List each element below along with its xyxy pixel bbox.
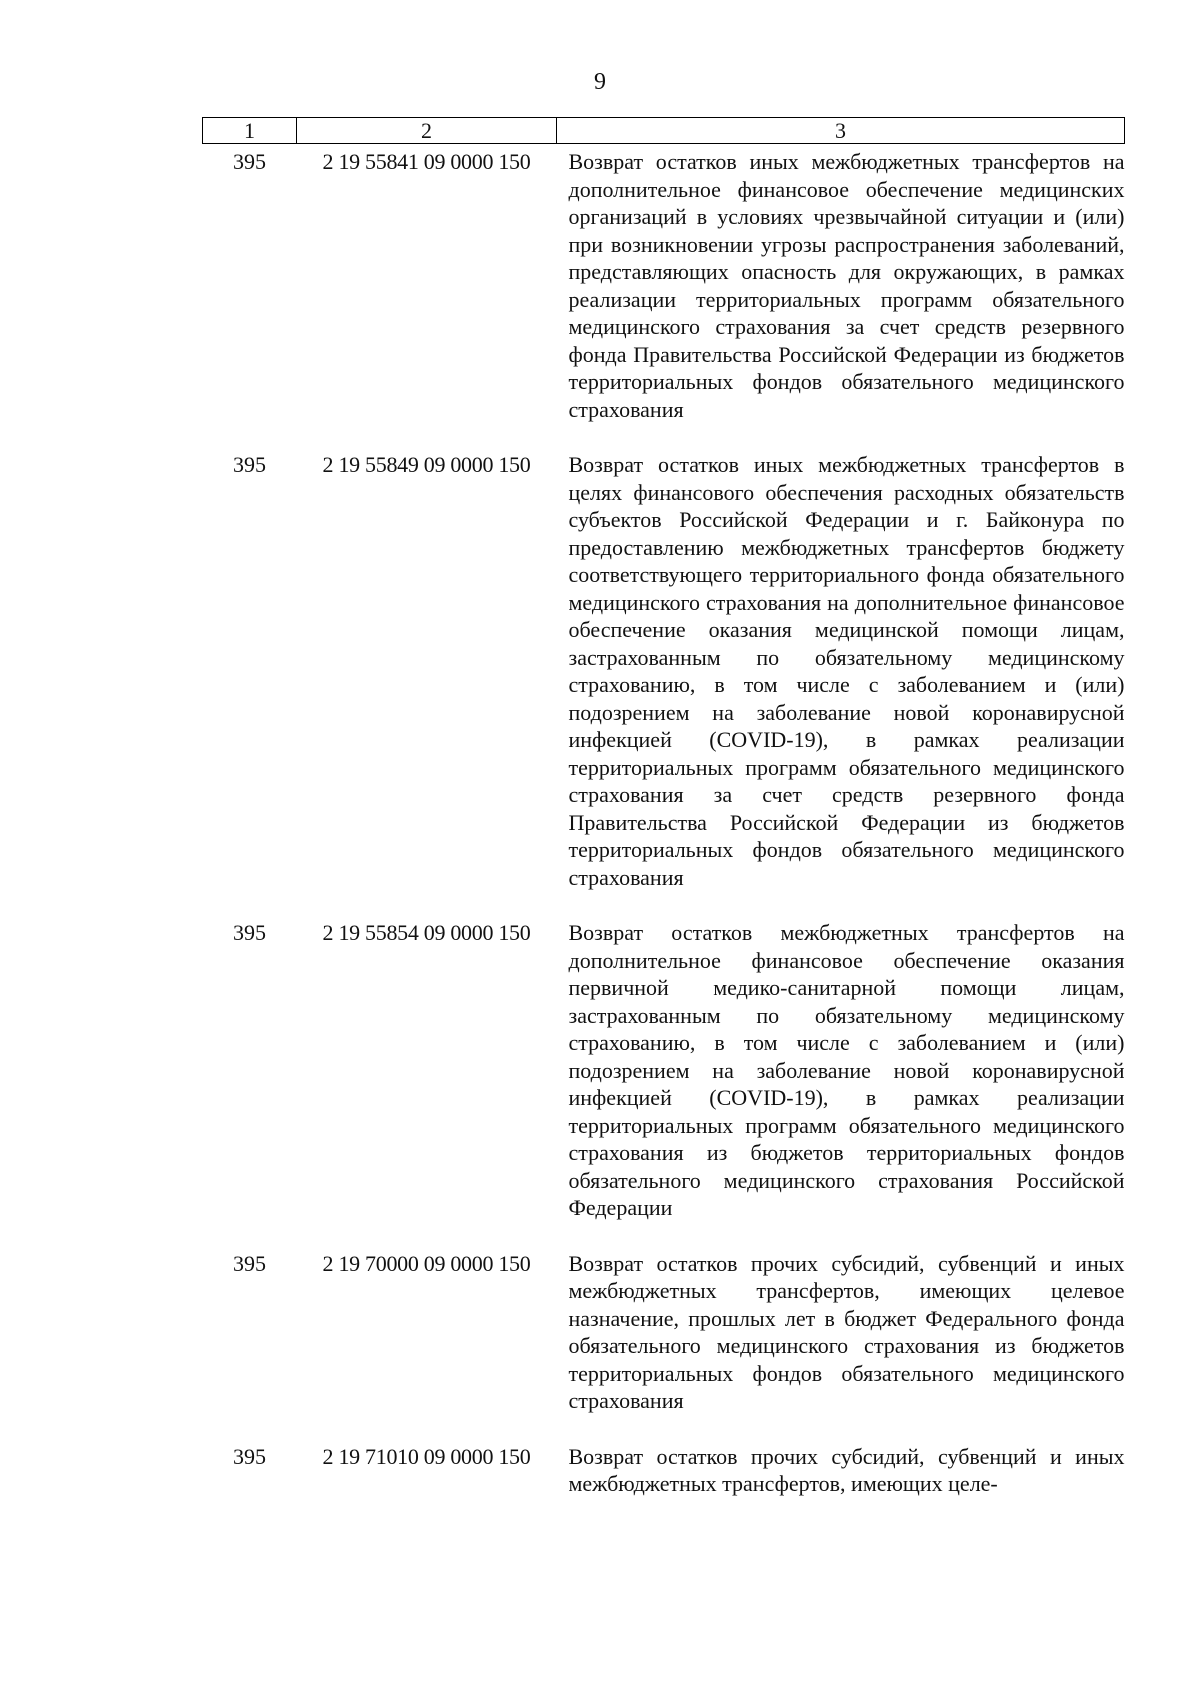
- income-description: Возврат остатков прочих субсидий, субвенций и иных межбюджетных трансфертов, имеющих целе-: [568, 1443, 1125, 1496]
- administrator-code: 395: [233, 452, 266, 477]
- column-header-3: 3: [557, 118, 1125, 144]
- administrator-code: 395: [233, 920, 266, 945]
- income-description: Возврат остатков иных межбюджетных трансфертов на дополнительное финансовое обеспечение медицинских организаций в условиях чрезвычайной ситуации и (или) при возникновении угрозы распространения заболеваний, представляющих опасность для окружающих, в рамках реализации территориальных программ обязательного медицинского страхования за счет средств резервного фонда Правительства Российской Федерации из бюджетов территориальных фондов обязательного медицинского страхования: [568, 149, 1125, 422]
- budget-classification-code: 2 19 55849 09 0000 150: [322, 452, 531, 477]
- table-row: [203, 144, 1125, 452]
- budget-classification-code: 2 19 71010 09 0000 150: [322, 1443, 531, 1469]
- table-header-row: [203, 118, 1125, 144]
- budget-codes-table: [202, 117, 1125, 1498]
- budget-classification-code: 2 19 55854 09 0000 150: [322, 920, 531, 945]
- budget-classification-code: 2 19 70000 09 0000 150: [322, 1250, 531, 1276]
- column-header-2: 2: [297, 118, 557, 144]
- table-row: [203, 1250, 1125, 1443]
- table-row: [203, 451, 1125, 919]
- table-row: [203, 919, 1125, 1250]
- budget-classification-code: 2 19 55841 09 0000 150: [322, 149, 531, 174]
- income-description: Возврат остатков иных межбюджетных трансфертов в целях финансового обеспечения расходных обязательств субъектов Российской Федерации и г. Байконура по предоставлению межбюджетных трансфертов бюджету соответствующего территориального фонда обязательного медицинского страхования на дополнительное финансовое обеспечение оказания медицинской помощи лицам, застрахованным по обязательному медицинскому страхованию, в том числе с заболеванием и (или) подозрением на заболевание новой коронавирусной инфекцией (COVID-19), в рамках реализации территориальных программ обязательного медицинского страхования за счет средств резервного фонда Правительства Российской Федерации из бюджетов территориальных фондов обязательного медицинского страхования: [568, 452, 1125, 890]
- income-description: Возврат остатков межбюджетных трансфертов на дополнительное финансовое обеспечение оказания первичной медико-санитарной помощи лицам, застрахованным по обязательному медицинскому страхованию, в том числе с заболеванием и (или) подозрением на заболевание новой коронавирусной инфекцией (COVID-19), в рамках реализации территориальных программ обязательного медицинского страхования из бюджетов территориальных фондов обязательного медицинского страхования Российской Федерации: [568, 920, 1125, 1220]
- administrator-code: 395: [233, 1250, 266, 1276]
- administrator-code: 395: [233, 149, 266, 174]
- table-row: [203, 1443, 1125, 1498]
- income-description: Возврат остатков прочих субсидий, субвенций и иных межбюджетных трансфертов, имеющих целевое назначение, прошлых лет в бюджет Федерального фонда обязательного медицинского страхования из бюджетов территориальных фондов обязательного медицинского страхования: [568, 1250, 1125, 1413]
- page-number: 9: [594, 69, 606, 95]
- administrator-code: 395: [233, 1443, 266, 1469]
- column-header-1: 1: [203, 118, 297, 144]
